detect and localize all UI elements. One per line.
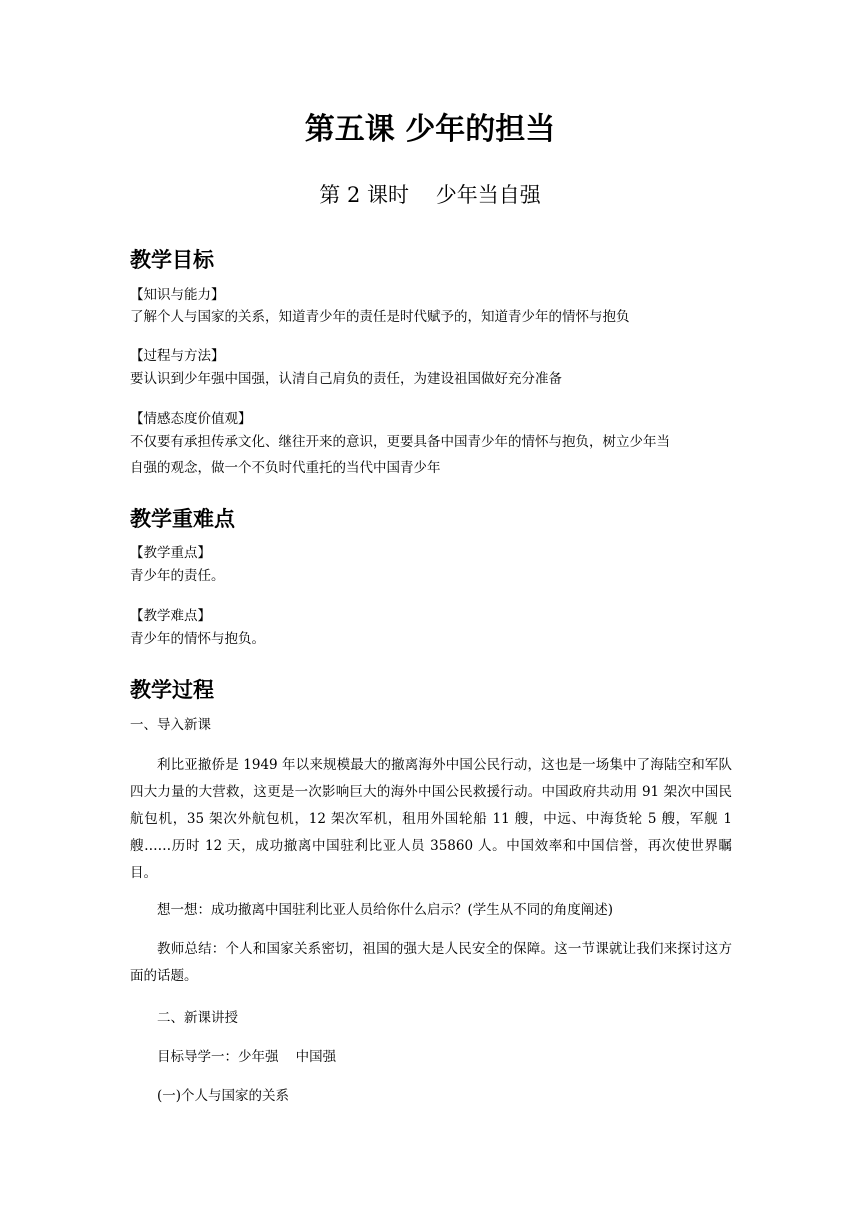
goal1-text: 目标导学一：少年强 中国强 bbox=[157, 1049, 337, 1065]
label-key: 【教学重点】 bbox=[130, 545, 211, 561]
text-emotion-line1: 不仅要有承担传承文化、继往开来的意识，更要具备中国青少年的情怀与抱负，树立少年当 bbox=[130, 434, 670, 450]
lesson-subtitle: 第 2 课时 少年当自强 bbox=[319, 183, 541, 207]
heading-keypoints: 教学重难点 bbox=[130, 507, 235, 531]
text-key: 青少年的责任。 bbox=[130, 568, 225, 584]
lesson-title: 第五课 少年的担当 bbox=[304, 112, 556, 147]
label-process-method: 【过程与方法】 bbox=[130, 348, 225, 364]
intro-paragraph: 利比亚撤侨是 1949 年以来规模最大的撤离海外中国公民行动，这也是一场集中了海陆空和军队四大力量的大营救，这更是一次影响巨大的海外中国公民救援行动。中国政府共动用 91 架次中国民航包机，35 架次外航包机，12 架次军机，租用外国轮船 11 艘，中远、中海货轮 5 艘，军舰 1 艘……历时 12 天，成功撤离中国驻利比亚人员 35860 人。中国效率和中国信誉，再次使世界瞩目。 bbox=[130, 757, 732, 881]
summary-paragraph: 教师总结：个人和国家关系密切，祖国的强大是人民安全的保障。这一节课就让我们来探讨这方面的话题。 bbox=[130, 941, 732, 984]
label-knowledge: 【知识与能力】 bbox=[130, 287, 225, 303]
text-difficult: 青少年的情怀与抱负。 bbox=[130, 631, 265, 647]
text-emotion-line2: 自强的观念，做一个不负时代重托的当代中国青少年 bbox=[130, 460, 441, 476]
sub1-text: (一)个人与国家的关系 bbox=[157, 1088, 290, 1104]
label-difficult: 【教学难点】 bbox=[130, 608, 211, 624]
label-intro: 一、导入新课 bbox=[130, 717, 211, 733]
heading-process: 教学过程 bbox=[130, 678, 214, 702]
label-new-lesson: 二、新课讲授 bbox=[157, 1010, 238, 1026]
heading-objectives: 教学目标 bbox=[130, 248, 214, 272]
label-emotion: 【情感态度价值观】 bbox=[130, 411, 252, 427]
text-knowledge: 了解个人与国家的关系，知道青少年的责任是时代赋予的，知道青少年的情怀与抱负 bbox=[130, 309, 630, 325]
think-text: 想一想：成功撤离中国驻利比亚人员给你什么启示？(学生从不同的角度阐述) bbox=[157, 902, 614, 918]
text-process-method: 要认识到少年强中国强，认清自己肩负的责任，为建设祖国做好充分准备 bbox=[130, 371, 562, 387]
